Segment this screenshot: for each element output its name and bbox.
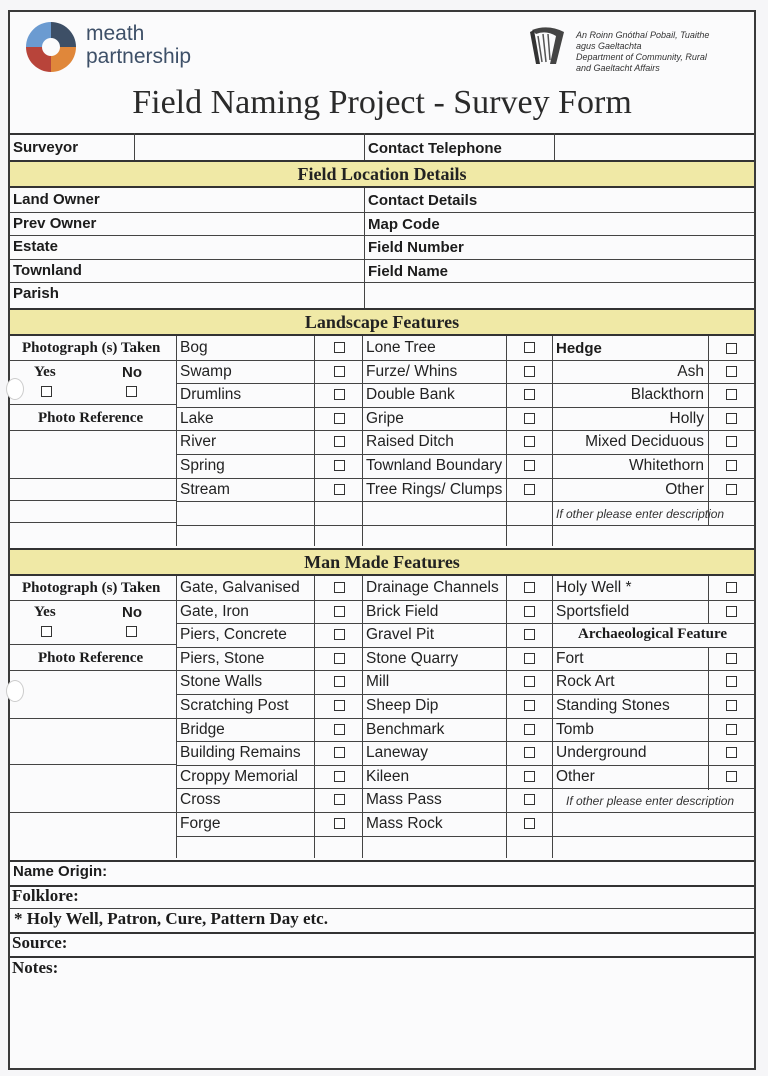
location-label: Land Owner: [13, 191, 100, 208]
page-title: Field Naming Project - Survey Form: [132, 84, 632, 121]
hedge-type-checkbox[interactable]: [726, 460, 737, 471]
archaeological-feature-label: Fort: [556, 650, 584, 667]
photo-yes-label: Yes: [34, 364, 56, 380]
landscape-feature-checkbox[interactable]: [524, 484, 535, 495]
landscape-feature-label: Furze/ Whins: [366, 363, 458, 380]
location-input[interactable]: [490, 190, 750, 210]
rule: [10, 764, 176, 765]
rule: [10, 812, 176, 813]
rule: [10, 600, 176, 601]
rule: [176, 718, 754, 719]
archaeological-feature-label: Standing Stones: [556, 697, 670, 714]
surveyor-field[interactable]: [136, 135, 362, 159]
location-label: Parish: [13, 285, 59, 302]
rule: [176, 765, 754, 766]
manmade-feature-label: Piers, Stone: [180, 650, 265, 667]
rule: [176, 623, 754, 624]
dept-line: An Roinn Gnóthaí Pobail, Tuaithe: [576, 30, 710, 40]
rule: [10, 259, 754, 260]
manmade-feature-checkbox[interactable]: [334, 794, 345, 805]
landscape-feature-checkbox[interactable]: [334, 366, 345, 377]
manmade-feature-label: Holy Well *: [556, 579, 632, 596]
department-name: [576, 30, 754, 74]
location-label: Field Name: [368, 263, 449, 280]
rule: [506, 576, 507, 858]
archaeological-feature-label: Other: [556, 768, 595, 785]
manmade-feature-checkbox[interactable]: [524, 771, 535, 782]
rule: [176, 670, 754, 671]
manmade-feature-checkbox[interactable]: [726, 582, 737, 593]
landscape-feature-checkbox[interactable]: [334, 413, 345, 424]
archaeological-feature-checkbox[interactable]: [726, 724, 737, 735]
rule: [176, 600, 754, 601]
manmade-feature-checkbox[interactable]: [524, 582, 535, 593]
manmade-feature-label: Gate, Galvanised: [180, 579, 300, 596]
location-input[interactable]: [130, 260, 360, 280]
hedge-type-label: Ash: [677, 363, 704, 380]
rule: [506, 336, 507, 546]
folklore-field[interactable]: [100, 887, 750, 907]
archaeological-feature-checkbox[interactable]: [726, 700, 737, 711]
survey-form: [8, 10, 756, 1070]
landscape-feature-label: Lone Tree: [366, 339, 436, 356]
manmade-feature-checkbox[interactable]: [334, 818, 345, 829]
logo-line-2: partnership: [86, 45, 192, 68]
rule: [10, 404, 176, 405]
landscape-feature-label: Swamp: [180, 363, 232, 380]
manmade-feature-label: Mass Pass: [366, 791, 442, 808]
rule: [10, 670, 176, 671]
rule: [176, 788, 754, 789]
rule: [10, 212, 754, 213]
landscape-feature-checkbox[interactable]: [334, 484, 345, 495]
archaeological-feature-label: Tomb: [556, 721, 594, 738]
manmade-feature-label: Kileen: [366, 768, 410, 785]
rule: [10, 522, 176, 523]
source-field[interactable]: [90, 934, 750, 954]
hedge-type-label: Holly: [669, 410, 704, 427]
manmade-feature-label: Scratching Post: [180, 697, 289, 714]
manmade-feature-checkbox[interactable]: [524, 629, 535, 640]
photo-no-checkbox[interactable]: [126, 386, 137, 397]
hedge-type-checkbox[interactable]: [726, 366, 737, 377]
manmade-feature-label: Gravel Pit: [366, 626, 435, 643]
manmade-feature-checkbox[interactable]: [334, 700, 345, 711]
location-label: Map Code: [368, 216, 440, 233]
landscape-feature-checkbox[interactable]: [524, 342, 535, 353]
rule: [314, 576, 315, 858]
logo-line-1: meath: [86, 22, 145, 45]
landscape-features-heading: Landscape Features: [10, 308, 754, 336]
rule: [10, 478, 176, 479]
landscape-feature-label: Lake: [180, 410, 214, 427]
rule: [10, 235, 754, 236]
manmade-feature-checkbox[interactable]: [334, 629, 345, 640]
meath-partnership-logo-icon: [24, 20, 78, 74]
hedge-type-label: Whitethorn: [629, 457, 704, 474]
manmade-feature-checkbox[interactable]: [524, 606, 535, 617]
manmade-feature-label: Cross: [180, 791, 221, 808]
rule: [362, 576, 363, 858]
location-input[interactable]: [490, 214, 750, 234]
photo-no-label: No: [122, 364, 142, 381]
punch-hole: [6, 378, 24, 400]
manmade-feature-checkbox[interactable]: [524, 747, 535, 758]
manmade-feature-label: Mass Rock: [366, 815, 443, 832]
landscape-feature-label: River: [180, 433, 217, 450]
photo-yes-checkbox[interactable]: [41, 626, 52, 637]
hedge-type-checkbox[interactable]: [726, 413, 737, 424]
location-label: Townland: [13, 262, 82, 279]
archaeological-feature-label: Underground: [556, 744, 647, 761]
archaeological-feature-checkbox[interactable]: [726, 653, 737, 664]
folklore-label: Folklore:: [12, 886, 79, 905]
rule: [176, 501, 754, 502]
manmade-feature-label: Stone Walls: [180, 673, 263, 690]
archaeological-feature-title: Archaeological Feature: [578, 626, 727, 642]
landscape-feature-checkbox[interactable]: [334, 389, 345, 400]
photograph-taken-label: Photograph (s) Taken: [22, 580, 161, 596]
hedge-type-label: Other: [665, 481, 704, 498]
rule: [10, 500, 176, 501]
landscape-feature-label: Tree Rings/ Clumps: [366, 481, 503, 498]
manmade-feature-checkbox[interactable]: [524, 794, 535, 805]
archaeological-feature-checkbox[interactable]: [726, 676, 737, 687]
archaeological-feature-checkbox[interactable]: [726, 747, 737, 758]
name-origin-label: Name Origin:: [13, 863, 108, 880]
contact-telephone-label: Contact Telephone: [368, 140, 502, 157]
landscape-feature-checkbox[interactable]: [524, 436, 535, 447]
rule: [10, 718, 176, 719]
location-input[interactable]: [130, 213, 360, 233]
manmade-feature-label: Sportsfield: [556, 603, 630, 620]
manmade-feature-label: Bridge: [180, 721, 225, 738]
rule: [176, 647, 754, 648]
archaeological-feature-checkbox[interactable]: [726, 771, 737, 782]
name-origin-field[interactable]: [120, 862, 750, 884]
dept-line: agus Gaeltachta: [576, 41, 642, 51]
rule: [10, 430, 176, 431]
manmade-feature-label: Brick Field: [366, 603, 439, 620]
manmade-feature-label: Laneway: [366, 744, 429, 761]
hedge-type-label: Mixed Deciduous: [585, 433, 704, 450]
manmade-feature-checkbox[interactable]: [334, 724, 345, 735]
manmade-feature-label: Benchmark: [366, 721, 445, 738]
punch-hole: [6, 680, 24, 702]
manmade-feature-label: Stone Quarry: [366, 650, 459, 667]
manmade-feature-checkbox[interactable]: [524, 818, 535, 829]
manmade-feature-label: Sheep Dip: [366, 697, 439, 714]
photo-yes-label: Yes: [34, 604, 56, 620]
photograph-taken-label: Photograph (s) Taken: [22, 340, 161, 356]
location-input[interactable]: [490, 261, 750, 281]
manmade-feature-label: Forge: [180, 815, 221, 832]
rule: [176, 336, 177, 546]
rule: [10, 360, 176, 361]
manmade-feature-checkbox[interactable]: [334, 771, 345, 782]
manmade-feature-checkbox[interactable]: [334, 582, 345, 593]
manmade-feature-checkbox[interactable]: [334, 676, 345, 687]
rule: [552, 576, 553, 858]
location-input[interactable]: [130, 283, 360, 303]
archaeological-feature-label: Rock Art: [556, 673, 615, 690]
rule: [176, 383, 754, 384]
photo-no-label: No: [122, 604, 142, 621]
landscape-feature-label: Double Bank: [366, 386, 455, 403]
landscape-feature-label: Raised Ditch: [366, 433, 454, 450]
landscape-feature-label: Townland Boundary: [366, 457, 503, 474]
manmade-other-description[interactable]: [556, 814, 750, 858]
manmade-feature-checkbox[interactable]: [524, 700, 535, 711]
location-input[interactable]: [130, 189, 360, 209]
hedge-type-checkbox[interactable]: [726, 436, 737, 447]
manmade-feature-checkbox[interactable]: [334, 653, 345, 664]
landscape-feature-label: Bog: [180, 339, 208, 356]
manmade-feature-label: Piers, Concrete: [180, 626, 287, 643]
rule: [176, 812, 754, 813]
manmade-feature-label: Croppy Memorial: [180, 768, 299, 785]
landscape-feature-checkbox[interactable]: [524, 460, 535, 471]
location-input[interactable]: [130, 236, 360, 256]
rule: [176, 741, 754, 742]
rule: [176, 407, 754, 408]
manmade-feature-checkbox[interactable]: [334, 747, 345, 758]
surveyor-label: Surveyor: [13, 139, 79, 156]
landscape-feature-label: Drumlins: [180, 386, 242, 403]
landscape-other-note: If other please enter description: [556, 507, 725, 521]
manmade-other-note: If other please enter description: [566, 794, 735, 808]
hedge-type-checkbox[interactable]: [726, 484, 737, 495]
field-location-heading: Field Location Details: [10, 160, 754, 188]
hedge-title: Hedge: [556, 340, 602, 357]
harp-emblem-icon: [526, 24, 570, 66]
notes-field[interactable]: [14, 982, 750, 1066]
dept-line: Department of Community, Rural: [576, 52, 707, 62]
manmade-feature-checkbox[interactable]: [524, 724, 535, 735]
logo-text: [86, 22, 191, 68]
landscape-other-description[interactable]: [556, 527, 750, 547]
contact-telephone-field[interactable]: [556, 135, 752, 159]
rule: [176, 478, 754, 479]
landscape-feature-label: Stream: [180, 481, 230, 498]
manmade-feature-checkbox[interactable]: [334, 606, 345, 617]
manmade-feature-label: Mill: [366, 673, 390, 690]
source-label: Source:: [12, 933, 68, 952]
rule: [314, 336, 315, 546]
photo-reference-label: Photo Reference: [38, 650, 144, 666]
landscape-feature-label: Gripe: [366, 410, 404, 427]
landscape-feature-checkbox[interactable]: [334, 342, 345, 353]
manmade-feature-checkbox[interactable]: [524, 653, 535, 664]
notes-label: Notes:: [12, 958, 59, 977]
manmade-feature-label: Gate, Iron: [180, 603, 249, 620]
rule: [176, 454, 754, 455]
rule: [708, 336, 709, 526]
location-label: Estate: [13, 238, 59, 255]
rule: [552, 336, 553, 546]
form-header: [10, 12, 754, 132]
landscape-feature-checkbox[interactable]: [334, 436, 345, 447]
manmade-feature-checkbox[interactable]: [726, 606, 737, 617]
rule: [176, 576, 177, 858]
landscape-feature-checkbox[interactable]: [524, 366, 535, 377]
rule: [364, 188, 365, 308]
dept-line: and Gaeltacht Affairs: [576, 63, 660, 73]
landscape-feature-label: Spring: [180, 457, 225, 474]
location-label: Contact Details: [368, 192, 478, 209]
location-label: Field Number: [368, 239, 464, 256]
manmade-feature-label: Building Remains: [180, 744, 301, 761]
photo-reference-label: Photo Reference: [38, 410, 144, 426]
hedge-type-label: Blackthorn: [630, 386, 704, 403]
landscape-feature-checkbox[interactable]: [524, 413, 535, 424]
hedge-checkbox[interactable]: [726, 343, 737, 354]
rule: [176, 360, 754, 361]
man-made-features-heading: Man Made Features: [10, 548, 754, 576]
rule: [10, 282, 754, 283]
rule: [176, 694, 754, 695]
manmade-feature-label: Drainage Channels: [366, 579, 499, 596]
rule: [10, 644, 176, 645]
manmade-feature-checkbox[interactable]: [524, 676, 535, 687]
rule: [176, 430, 754, 431]
rule: [362, 336, 363, 546]
location-input[interactable]: [490, 237, 750, 257]
landscape-feature-checkbox[interactable]: [524, 389, 535, 400]
location-label: Prev Owner: [13, 215, 97, 232]
photo-yes-checkbox[interactable]: [41, 386, 52, 397]
landscape-feature-checkbox[interactable]: [334, 460, 345, 471]
rule: [176, 525, 754, 526]
holy-well-note: * Holy Well, Patron, Cure, Pattern Day etc.: [14, 909, 328, 928]
hedge-type-checkbox[interactable]: [726, 389, 737, 400]
photo-no-checkbox[interactable]: [126, 626, 137, 637]
